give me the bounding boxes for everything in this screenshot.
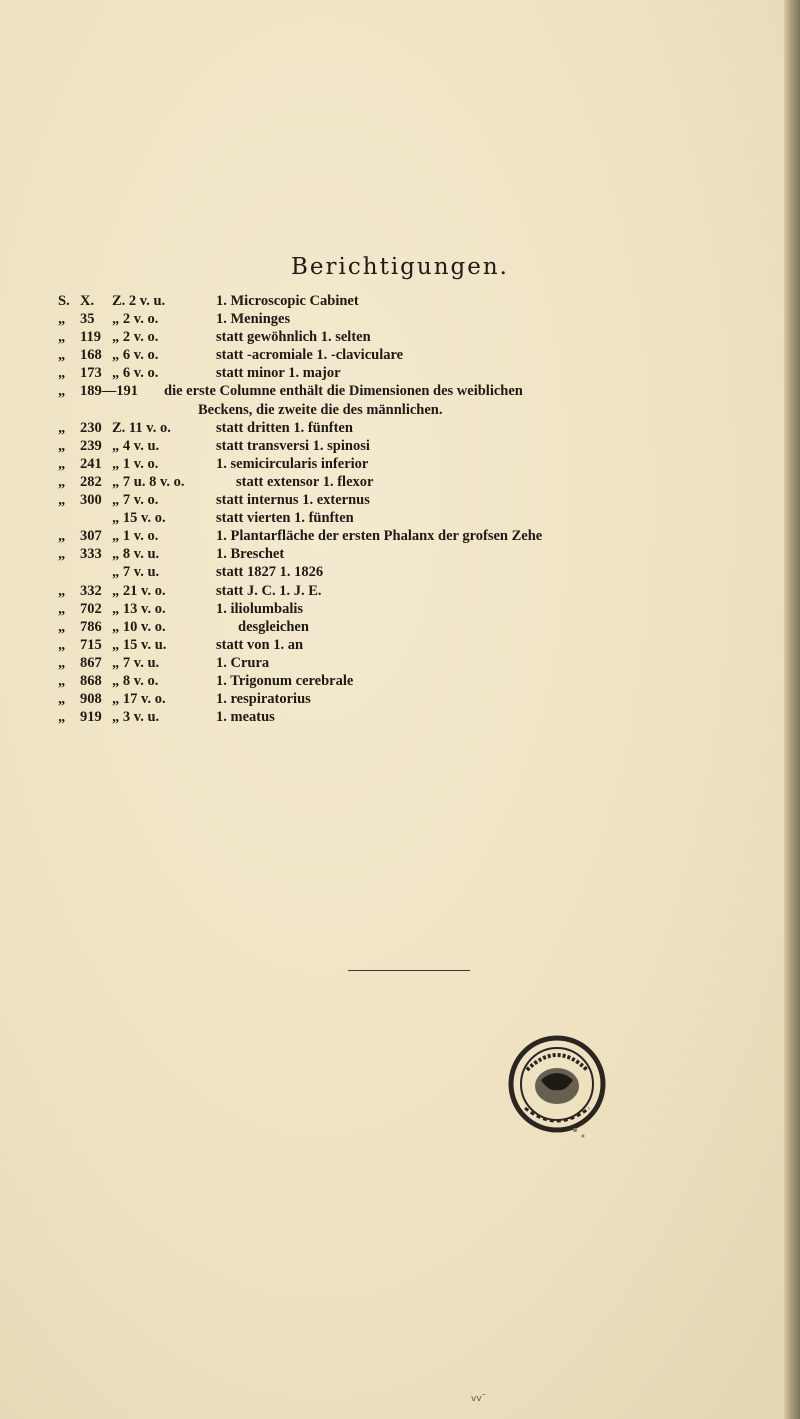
page-number: 35 [80, 311, 95, 328]
errata-row [58, 527, 793, 545]
page-number: 867 [80, 654, 102, 671]
line-ref: „ 8 v. u. [112, 546, 160, 563]
footer-mark: ᴠᴠ˜ [471, 1394, 487, 1404]
errata-row [58, 437, 793, 455]
page-number: 239 [80, 437, 102, 454]
prefix: „ [58, 347, 66, 364]
correction-text: Beckens, die zweite die des männlichen. [198, 401, 443, 418]
line-ref: „ 7 v. u. [112, 564, 160, 581]
page-number: 300 [80, 492, 102, 509]
correction-text: 1. Crura [216, 654, 270, 671]
correction-text: 1. Trigonum cerebrale [216, 672, 354, 689]
prefix: „ [58, 473, 66, 490]
errata-row [58, 545, 793, 563]
page-number: 702 [80, 600, 102, 617]
prefix: „ [58, 437, 66, 454]
line-ref: „ 7 v. u. [112, 654, 160, 671]
errata-row [58, 672, 793, 690]
prefix: „ [58, 546, 66, 563]
correction-text: 1. respiratorius [216, 691, 311, 708]
page-number: 168 [80, 347, 102, 364]
errata-row [58, 708, 793, 726]
page-number: 332 [80, 582, 102, 599]
errata-row [58, 346, 793, 364]
errata-row [58, 636, 793, 654]
correction-text: statt internus 1. externus [216, 492, 370, 509]
page-number: 786 [80, 618, 102, 635]
correction-text: statt extensor 1. flexor [236, 473, 374, 490]
prefix: „ [58, 419, 66, 436]
errata-row [58, 582, 793, 600]
line-ref: „ 3 v. u. [112, 709, 160, 726]
line-ref: „ 6 v. o. [112, 365, 159, 382]
line-ref: „ 21 v. o. [112, 582, 166, 599]
correction-text: 1. Meninges [216, 311, 291, 328]
prefix: „ [58, 455, 66, 472]
errata-row [58, 618, 793, 636]
correction-text: 1. semicircularis inferior [216, 455, 369, 472]
prefix: „ [58, 365, 66, 382]
correction-text: statt dritten 1. fünften [216, 419, 353, 436]
page-number: 230 [80, 419, 102, 436]
line-ref: Z. 11 v. o. [112, 419, 171, 436]
correction-text: statt transversi 1. spinosi [216, 437, 370, 454]
line-ref: „ 6 v. o. [112, 347, 159, 364]
line-ref: „ 17 v. o. [112, 691, 166, 708]
prefix: „ [58, 582, 66, 599]
prefix: „ [58, 528, 66, 545]
errata-row [58, 310, 793, 328]
errata-row [58, 600, 793, 618]
page-number: 919 [80, 709, 102, 726]
errata-row [58, 328, 793, 346]
page-number: X. [80, 293, 95, 309]
errata-row [58, 563, 793, 581]
errata-row [58, 690, 793, 708]
line-ref: „ 13 v. o. [112, 600, 166, 617]
prefix: „ [58, 600, 66, 617]
line-ref: Z. 2 v. u. [112, 293, 166, 309]
errata-row-continuation [58, 401, 793, 419]
page-number: 868 [80, 672, 102, 689]
page-number: 333 [80, 546, 102, 563]
correction-text: die erste Columne enthält die Dimensionen des weiblichen [164, 383, 523, 400]
correction-text: statt minor 1. major [216, 365, 341, 382]
prefix: „ [58, 636, 66, 653]
line-ref: „ 7 u. 8 v. o. [112, 473, 185, 490]
correction-text: statt -acromiale 1. -claviculare [216, 347, 404, 364]
errata-row [58, 292, 793, 310]
prefix: „ [58, 618, 66, 635]
page-number: 189—191 [80, 383, 138, 400]
line-ref: „ 15 v. u. [112, 636, 167, 653]
line-ref: „ 4 v. u. [112, 437, 160, 454]
prefix: „ [58, 383, 66, 400]
correction-text: statt von 1. an [216, 636, 304, 653]
correction-text: statt J. C. 1. J. E. [216, 582, 322, 599]
prefix: „ [58, 709, 66, 726]
errata-list [58, 292, 793, 726]
errata-row [58, 455, 793, 473]
prefix: „ [58, 329, 66, 346]
line-ref: „ 10 v. o. [112, 618, 166, 635]
prefix: S. [58, 293, 70, 309]
correction-text: desgleichen [238, 618, 309, 635]
page-title: Berichtigungen. [291, 254, 509, 280]
line-ref: „ 8 v. o. [112, 672, 159, 689]
errata-row [58, 382, 793, 400]
page-number: 307 [80, 528, 102, 545]
page-number: 173 [80, 365, 102, 382]
errata-row [58, 364, 793, 382]
correction-text: 1. Plantarfläche der ersten Phalanx der grofsen Zehe [216, 528, 543, 545]
prefix: „ [58, 654, 66, 671]
correction-text: 1. iliolumbalis [216, 600, 304, 617]
errata-row [58, 419, 793, 437]
library-seal-stamp-icon [505, 1030, 610, 1140]
correction-text: statt vierten 1. fünften [216, 510, 354, 527]
prefix: „ [58, 672, 66, 689]
page-number: 715 [80, 636, 102, 653]
prefix: „ [58, 311, 66, 328]
line-ref: „ 1 v. o. [112, 528, 159, 545]
errata-row [58, 473, 793, 491]
errata-row [58, 509, 793, 527]
end-rule [348, 970, 470, 971]
correction-text: statt 1827 1. 1826 [216, 564, 324, 581]
line-ref: „ 1 v. o. [112, 455, 159, 472]
page-number: 241 [80, 455, 102, 472]
correction-text: 1. meatus [216, 709, 275, 726]
correction-text: 1. Microscopic Cabinet [216, 293, 359, 309]
prefix: „ [58, 691, 66, 708]
page-number: 282 [80, 473, 102, 490]
line-ref: „ 2 v. o. [112, 329, 159, 346]
page-number: 119 [80, 329, 101, 346]
errata-row [58, 654, 793, 672]
correction-text: 1. Breschet [216, 546, 285, 563]
correction-text: statt gewöhnlich 1. selten [216, 329, 371, 346]
errata-row [58, 491, 793, 509]
line-ref: „ 7 v. o. [112, 492, 159, 509]
page-number: 908 [80, 691, 102, 708]
line-ref: „ 2 v. o. [112, 311, 159, 328]
prefix: „ [58, 492, 66, 509]
line-ref: „ 15 v. o. [112, 510, 166, 527]
